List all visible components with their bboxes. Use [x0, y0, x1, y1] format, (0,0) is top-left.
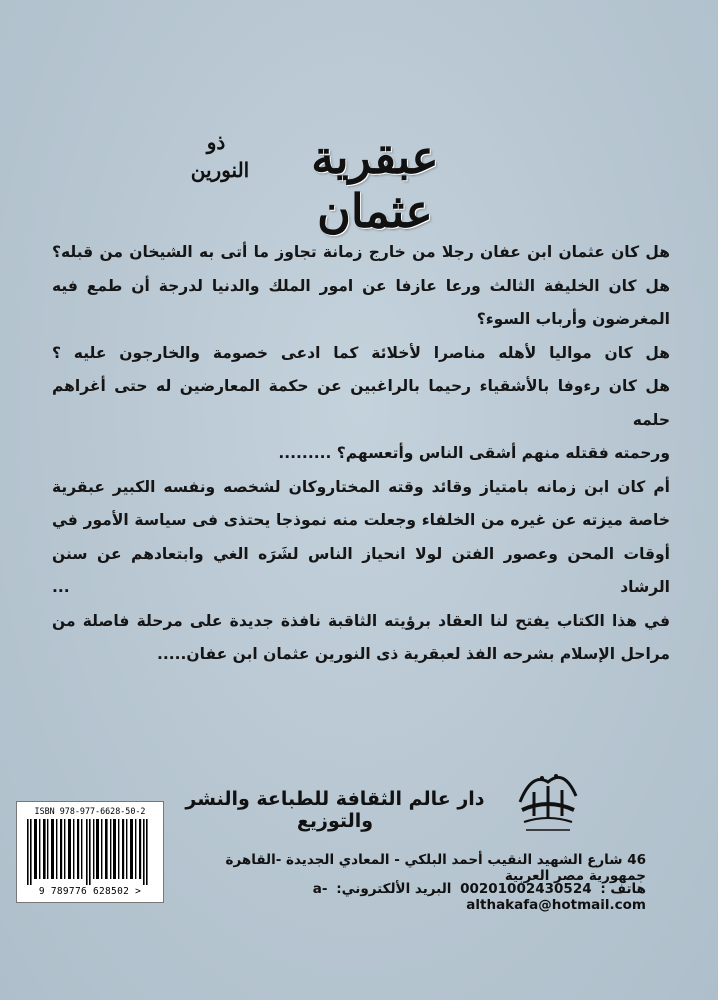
text-line: المغرضون وأرباب السوء؟ — [476, 310, 670, 328]
paragraph-3 — [52, 471, 670, 672]
paragraph-1 — [52, 236, 670, 337]
phone-label: هاتف : — [600, 881, 646, 897]
paragraph-2 — [52, 337, 670, 471]
book-title: عبقرية عثمان — [311, 130, 439, 238]
publisher-logo — [512, 762, 584, 844]
text-line: هل كان عثمان ابن عفان رجلا من خارج زمانة تجاوز ما أتى به الشيخان من قبله؟ — [52, 243, 670, 261]
text-line: أم كان ابن زمانه بامتياز وقائد وقته المختاروكان لشخصه ونفسه الكبير عبقرية — [52, 477, 670, 496]
title-block — [0, 112, 718, 238]
text-line: هل كان مواليا لأهله مناصرا لأخلائة كما ادعى خصومة والخارجون عليه ؟ — [52, 343, 670, 362]
text-line: مراحل الإسلام بشرحه الفذ لعبقرية ذى النورين عثمان ابن عفان..... — [156, 645, 670, 663]
barcode-number: 9 789776 628502 > — [38, 886, 142, 897]
email-address: a-althakafa@hotmail.com — [312, 881, 646, 913]
text-line: أوقات المحن وعصور الفتن لولا انحياز الناس لشَرَه الغي وابتعادهم عن سنن الرشاد ... — [52, 544, 670, 596]
publisher-address: 46 شارع الشهيد النقيب أحمد البلكي - المعادي الجديدة -القاهرة جمهورية مصر العربية — [225, 852, 646, 884]
text-line: ورحمته فقتله منهم أشقى الناس وأتعسهم؟ ......... — [278, 444, 670, 462]
text-line: خاصة ميزته عن غيره من الخلفاء وجعلت منه نموذجا يحتذى فى سياسة الأمور في — [52, 511, 670, 529]
blurb-text — [52, 236, 670, 672]
isbn-barcode — [16, 801, 164, 903]
publisher-contact — [172, 881, 646, 913]
publisher-name: دار عالم الثقافة للطباعة والنشر والتوزيع — [185, 788, 485, 832]
email-label: البريد الألكتروني: — [336, 881, 452, 897]
title-zu: ذو — [206, 130, 226, 154]
publisher-logo-icon — [512, 762, 584, 844]
text-line: في هذا الكتاب يفتح لنا العقاد برؤيته الثاقبة نافذة جديدة على مرحلة فاصلة من — [52, 611, 670, 630]
text-line: هل كان الخليفة الثالث ورعا عازفا عن امور الملك والدنيا لدرجة أن طمع فيه — [52, 276, 670, 295]
title-subtitle: النورين — [190, 158, 250, 182]
phone-number: 00201002430524 — [460, 881, 592, 897]
barcode-icon — [25, 819, 155, 885]
isbn-label: ISBN 978-977-6628-50-2 — [34, 806, 146, 816]
text-line: هل كان رءوفا بالأشقياء رحيما بالراغبين عن حكمة المعارضين له حتى أغراهم حلمه — [52, 377, 670, 429]
